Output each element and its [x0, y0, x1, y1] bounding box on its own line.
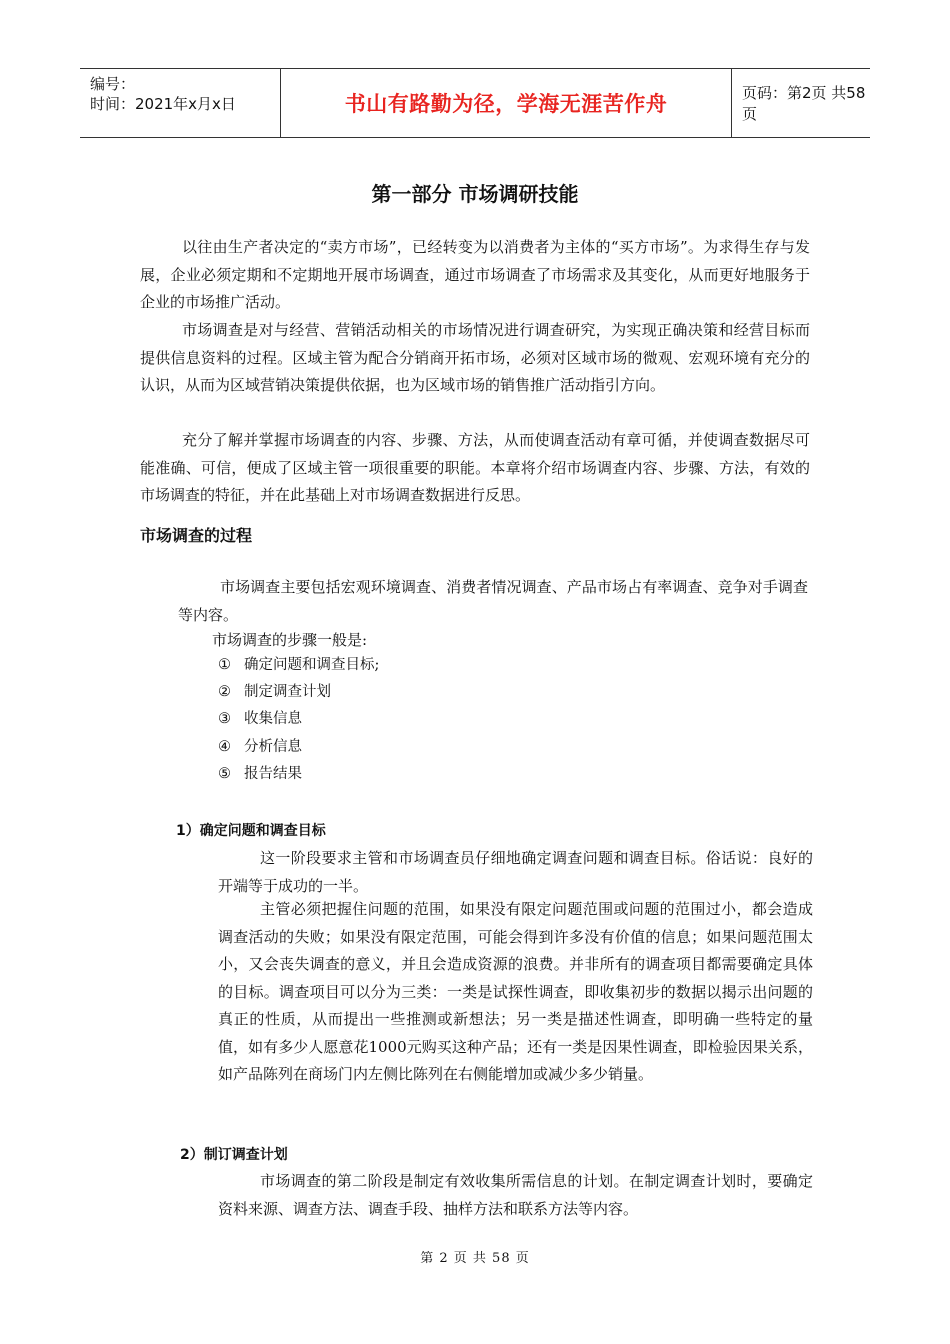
intro-paragraph-2: 市场调查是对与经营、营销活动相关的市场情况进行调查研究，为实现正确决策和经营目标而提供信息资料的过程。区域主管为配合分销商开拓市场，必须对区域市场的微观、宏观环境有充分的认识，从而为区域营销决策提供依据，也为区域市场的销售推广活动指引方向。 — [140, 321, 810, 394]
document-number-label: 编号： — [90, 75, 136, 93]
step-number: ④ — [218, 738, 231, 755]
page-title: 第一部分 市场调研技能 — [371, 182, 579, 206]
intro-paragraph-1: 以往由生产者决定的“卖方市场”，已经转变为以消费者为主体的“买方市场”。为求得生存与发展，企业必须定期和不定期地开展市场调查，通过市场调查了市场需求及其变化，从而更好地服务于企业的市场推广活动。 — [140, 238, 810, 311]
subsection-2-paragraph-1: 市场调查的第二阶段是制定有效收集所需信息的计划。在制定调查计划时，要确定资料来源、调查方法、调查手段、抽样方法和联系方法等内容。 — [218, 1172, 813, 1218]
steps-list — [218, 652, 379, 788]
list-item — [218, 761, 379, 788]
section-intro-paragraph: 市场调查主要包括宏观环境调查、消费者情况调查、产品市场占有率调查、竞争对手调查等内容。 — [178, 578, 808, 624]
list-item — [218, 679, 379, 706]
list-item — [218, 734, 379, 761]
step-text: 报告结果 — [244, 765, 302, 782]
step-number: ② — [218, 684, 231, 701]
list-item — [218, 652, 379, 679]
subsection-1-heading: 1）确定问题和调查目标 — [176, 823, 326, 839]
step-number: ⑤ — [218, 765, 231, 782]
step-number: ① — [218, 657, 231, 673]
step-text: 确定问题和调查目标; — [244, 657, 380, 673]
header-motto: 书山有路勤为径，学海无涯苦作舟 — [281, 69, 732, 137]
document-time-label: 时间：2021年x月x日 — [90, 95, 236, 113]
subsection-2-heading: 2）制订调查计划 — [180, 1147, 288, 1163]
steps-intro: 市场调查的步骤一般是: — [212, 631, 368, 649]
step-text: 分析信息 — [244, 738, 302, 755]
section-heading: 市场调查的过程 — [140, 526, 253, 545]
header-page-info: 页码：第2页 共58页 — [742, 84, 866, 123]
step-number: ③ — [218, 711, 231, 728]
step-text: 收集信息 — [244, 711, 302, 728]
subsection-1-paragraph-1: 这一阶段要求主管和市场调查员仔细地确定调查问题和调查目标。俗话说：良好的开端等于成功的一半。 — [218, 849, 813, 895]
step-text: 制定调查计划 — [244, 684, 331, 701]
intro-paragraph-3: 充分了解并掌握市场调查的内容、步骤、方法，从而使调查活动有章可循，并使调查数据尽可能准确、可信，便成了区域主管一项很重要的职能。本章将介绍市场调查内容、步骤、方法，有效的市场调查的特征，并在此基础上对市场调查数据进行反思。 — [140, 431, 810, 504]
list-item — [218, 706, 379, 733]
page-footer: 第 2 页 共 58 页 — [420, 1251, 530, 1266]
subsection-1-paragraph-2: 主管必须把握住问题的范围，如果没有限定问题范围或问题的范围过小，都会造成调查活动的失败；如果没有限定范围，可能会得到许多没有价值的信息；如果问题范围太小，又会丧失调查的意义，并且会造成资源的浪费。并非所有的调查项目都需要确定具体的目标。调查项目可以分为三类：一类是试探性调查，即收集初步的数据以揭示出问题的真正的性质，从而提出一些推测或新想法；另一类是描述性调查，即明确一些特定的量值，如有多少人愿意花1000元购买这种产品；还有一类是因果性调查，即检验因果关系，如产品陈列在商场门内左侧比陈列在右侧能增加或减少多少销量。 — [218, 900, 813, 1083]
header-meta-cell — [80, 69, 281, 137]
page-header — [80, 68, 870, 138]
